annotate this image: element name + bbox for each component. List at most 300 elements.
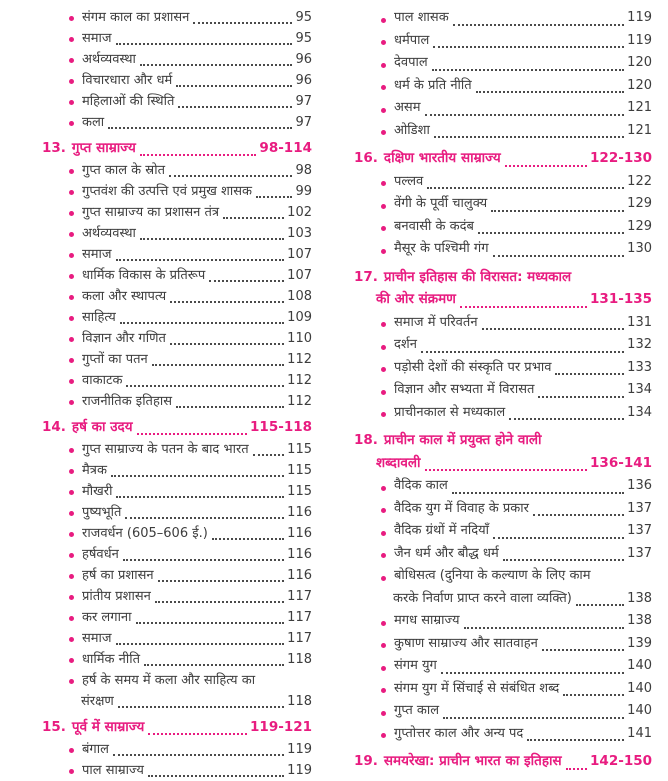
page-number: 118: [287, 652, 312, 667]
page-number: 119: [287, 742, 312, 757]
page-number: 117: [287, 631, 312, 646]
dot-leader: [116, 643, 285, 645]
toc-item-entry: [42, 49, 312, 70]
bullet-icon: [69, 574, 74, 579]
bullet-icon: [381, 486, 386, 491]
toc-item-entry: [354, 402, 652, 425]
page-number: 121: [627, 100, 652, 115]
bullet-icon: [381, 412, 386, 417]
toc-item-entry: [42, 607, 312, 628]
toc-item-entry: [354, 655, 652, 678]
toc-item-entry: [354, 120, 652, 143]
page-number: 142-150: [590, 753, 652, 769]
entry-label: पल्लव: [394, 173, 424, 189]
entry-label: प्राचीनकाल से मध्यकाल: [394, 404, 506, 420]
page-number: 140: [627, 703, 652, 718]
toc-item-entry: [42, 565, 312, 586]
dot-leader: [209, 280, 284, 282]
page-number: 131: [627, 314, 652, 330]
bullet-icon: [69, 400, 74, 405]
dot-leader: [478, 232, 624, 234]
toc-entry-line: [42, 760, 312, 781]
page-number: 97: [295, 115, 312, 130]
toc-item-entry: [42, 328, 312, 349]
page-number: 136-141: [590, 454, 652, 471]
entry-label: गुप्तवंश की उत्पत्ति एवं प्रमुख शासक: [82, 184, 252, 199]
bullet-icon: [69, 58, 74, 63]
bullet-icon: [69, 658, 74, 663]
page-number: 138: [627, 590, 652, 606]
page-number: 134: [627, 404, 652, 420]
toc-entry-line: [42, 565, 312, 586]
entry-label: संगम काल का प्रशासन: [82, 10, 190, 25]
section-number: 13.: [42, 140, 66, 156]
entry-label: दक्षिण भारतीय साम्राज्य: [383, 150, 501, 166]
dot-leader: [148, 733, 247, 735]
toc-entry-line: [42, 70, 312, 91]
toc-entry-line: [42, 439, 312, 460]
bullet-icon: [381, 63, 386, 68]
toc-item-entry: [354, 633, 652, 656]
bullet-icon: [381, 390, 386, 395]
page-number: 115: [287, 484, 312, 499]
page-number: 116: [287, 505, 312, 520]
bullet-icon: [69, 532, 74, 537]
dot-leader: [176, 406, 284, 408]
toc-section-entry: [354, 147, 652, 170]
bullet-icon: [381, 531, 386, 536]
dot-leader: [118, 706, 284, 708]
toc-column-right: [334, 5, 668, 775]
toc-entry-line: [42, 670, 312, 691]
entry-label: हर्षवर्धन: [82, 547, 119, 562]
dot-leader: [503, 559, 624, 561]
bullet-icon: [69, 637, 74, 642]
entry-label: धार्मिक विकास के प्रतिरूप: [82, 268, 206, 283]
bullet-icon: [381, 249, 386, 254]
dot-leader: [144, 664, 284, 666]
page-number: 97: [295, 94, 312, 109]
dot-leader: [433, 46, 624, 48]
dot-leader: [111, 475, 284, 477]
page-number: 108: [287, 289, 312, 304]
bullet-icon: [69, 121, 74, 126]
toc-entry-line: [42, 181, 312, 202]
toc-item-entry: [42, 307, 312, 328]
toc-entry-line: [42, 649, 312, 670]
entry-label: गुप्त काल: [394, 703, 440, 718]
dot-leader: [460, 306, 587, 308]
toc-item-entry: [42, 181, 312, 202]
entry-label: पुष्यभूति: [82, 505, 122, 520]
toc-item-entry: [42, 628, 312, 649]
page-number: 141: [627, 725, 652, 741]
dot-leader: [116, 496, 284, 498]
toc-item-entry: [354, 75, 652, 98]
toc-entry-line-continued: [42, 691, 312, 712]
dot-leader: [509, 418, 624, 420]
entry-label: गुप्त साम्राज्य का प्रशासन तंत्र: [82, 205, 220, 220]
entry-label: विज्ञान और सभ्यता में विरासत: [394, 382, 535, 397]
dot-leader: [432, 69, 624, 71]
entry-label: प्रांतीय प्रशासन: [82, 589, 151, 604]
page-number: 115: [287, 463, 312, 478]
toc-section-entry: [354, 750, 652, 773]
toc-section-entry: [42, 417, 312, 438]
entry-label: संगम युग: [394, 658, 437, 673]
dot-leader: [116, 43, 293, 45]
toc-entry-line: [42, 544, 312, 565]
toc-item-entry: [354, 334, 652, 357]
entry-label: हर्ष का उदय: [71, 419, 133, 435]
entry-label: राजवर्धन (605–606 ई.): [82, 526, 208, 541]
toc-entry-line: [354, 216, 652, 239]
dot-leader: [126, 385, 284, 387]
toc-item-entry: [354, 312, 652, 335]
dot-leader: [527, 739, 624, 741]
entry-label: समाज: [82, 247, 112, 262]
dot-leader: [116, 259, 285, 261]
bullet-icon: [381, 345, 386, 350]
toc-item-entry: [354, 7, 652, 30]
entry-label: गुप्तों का पतन: [82, 352, 148, 367]
dot-leader: [253, 454, 284, 456]
toc-entry-line: [354, 429, 652, 452]
entry-label-continued: की ओर संक्रमण: [376, 291, 456, 307]
entry-label: हर्ष के समय में कला और साहित्य का: [82, 673, 256, 688]
section-number: 16.: [354, 150, 378, 166]
page-number: 112: [287, 352, 312, 367]
page-number: 99: [295, 184, 312, 199]
toc-item-entry: [354, 52, 652, 75]
dot-leader: [421, 351, 624, 353]
toc-item-entry: [42, 244, 312, 265]
toc-entry-line: [42, 460, 312, 481]
toc-item-entry: [42, 523, 312, 544]
page-number: 137: [627, 545, 652, 561]
entry-label: हर्ष का प्रशासन: [82, 568, 154, 583]
entry-label: राजनीतिक इतिहास: [82, 394, 173, 409]
toc-entry-line: [354, 633, 652, 656]
dot-leader: [152, 364, 284, 366]
bullet-icon: [381, 688, 386, 693]
toc-entry-line: [354, 678, 652, 701]
page-number: 95: [295, 31, 312, 46]
toc-section-entry: [42, 138, 312, 159]
toc-item-entry: [42, 112, 312, 133]
toc-item-entry: [42, 544, 312, 565]
toc-item-entry: [42, 481, 312, 502]
dot-leader: [482, 328, 625, 330]
entry-label: पाल साम्राज्य: [82, 763, 144, 778]
page-number: 116: [287, 568, 312, 583]
toc-item-entry: [42, 28, 312, 49]
dot-leader: [158, 580, 285, 582]
page-number: 115: [287, 442, 312, 457]
section-number: 19.: [354, 753, 378, 769]
page-number: 95: [295, 10, 312, 25]
toc-item-entry: [42, 760, 312, 781]
dot-leader: [113, 754, 284, 756]
page-number: 136: [627, 478, 652, 493]
entry-label: बनवासी के कदंब: [394, 218, 474, 234]
bullet-icon: [381, 204, 386, 209]
bullet-icon: [69, 358, 74, 363]
bullet-icon: [69, 337, 74, 342]
entry-label-continued: करके निर्वाण प्राप्त करने वाला व्यक्ति): [393, 590, 572, 606]
dot-leader: [425, 469, 588, 471]
toc-item-entry: [354, 700, 652, 723]
toc-item-entry: [354, 475, 652, 498]
dot-leader: [425, 114, 625, 116]
dot-leader: [493, 537, 624, 539]
page-number: 112: [287, 394, 312, 409]
dot-leader: [148, 775, 284, 777]
toc-entry-line: [354, 402, 652, 425]
toc-column-left: [0, 5, 334, 778]
entry-label: पूर्व में साम्राज्य: [71, 719, 145, 735]
page-number: 119-121: [250, 719, 312, 735]
toc-item-entry: [354, 379, 652, 402]
dot-leader: [140, 64, 293, 66]
toc-entry-line: [354, 543, 652, 566]
entry-label: धर्मपाल: [394, 32, 430, 48]
page-number: 118: [287, 694, 312, 709]
entry-label: कर लगाना: [82, 610, 132, 625]
toc-item-entry: [42, 7, 312, 28]
toc-entry-line: [354, 171, 652, 194]
dot-leader: [140, 238, 284, 240]
toc-entry-line: [354, 238, 652, 261]
toc-entry-line: [354, 334, 652, 357]
toc-entry-line: [354, 193, 652, 216]
toc-entry-line: [42, 49, 312, 70]
page-number: 133: [627, 359, 652, 375]
dot-leader: [178, 106, 292, 108]
toc-item-entry: [42, 70, 312, 91]
entry-label: वैदिक ग्रंथों में नदियाँ: [394, 523, 490, 538]
toc-entry-line: [354, 266, 652, 289]
page-number: 98: [295, 163, 312, 178]
toc-entry-line: [354, 655, 652, 678]
dot-leader: [170, 301, 284, 303]
entry-label: समाज: [82, 31, 112, 46]
entry-label: अर्थव्यवस्था: [82, 226, 136, 241]
entry-label: देवपाल: [394, 55, 428, 70]
dot-leader: [170, 343, 284, 345]
section-number: 17.: [354, 268, 378, 285]
toc-entry-line: [354, 700, 652, 723]
page-number: 115-118: [250, 419, 312, 435]
entry-label-continued: शब्दावली: [376, 454, 421, 471]
page-number: 137: [627, 500, 652, 516]
bullet-icon: [381, 85, 386, 90]
entry-label: प्राचीन काल में प्रयुक्त होने वाली: [383, 432, 542, 448]
dot-leader: [125, 517, 284, 519]
entry-label: मैत्रक: [82, 463, 107, 478]
page-number: 119: [287, 763, 312, 778]
dot-leader: [155, 601, 284, 603]
dot-leader: [136, 622, 285, 624]
bullet-icon: [381, 181, 386, 186]
entry-label: मौखरी: [82, 484, 113, 499]
toc-entry-line: [42, 223, 312, 244]
dot-leader: [434, 136, 624, 138]
bullet-icon: [69, 490, 74, 495]
toc-entry-line: [354, 97, 652, 120]
dot-leader: [476, 91, 624, 93]
dot-leader: [223, 217, 284, 219]
dot-leader: [427, 187, 624, 189]
page-number: 137: [627, 523, 652, 538]
entry-label: वैदिक काल: [394, 478, 448, 493]
toc-entry-line: [42, 739, 312, 760]
toc-section-entry: [354, 266, 652, 311]
dot-leader: [453, 24, 624, 26]
toc-item-entry: [354, 97, 652, 120]
toc-item-entry: [354, 678, 652, 701]
toc-entry-line: [354, 120, 652, 143]
entry-label: संगम युग में सिंचाई से संबंधित शब्द: [394, 680, 560, 696]
entry-label: पाल शासक: [394, 10, 449, 25]
bullet-icon: [69, 511, 74, 516]
bullet-icon: [69, 616, 74, 621]
bullet-icon: [69, 448, 74, 453]
section-number: 18.: [354, 432, 378, 448]
entry-label: बोधिसत्व (दुनिया के कल्याण के लिए काम: [394, 568, 591, 583]
toc-entry-line: [354, 75, 652, 98]
bullet-icon: [381, 367, 386, 372]
bullet-icon: [381, 322, 386, 327]
entry-label: गुप्त साम्राज्य: [71, 140, 136, 156]
toc-item-entry: [354, 193, 652, 216]
toc-item-entry: [354, 498, 652, 521]
page-number: 110: [287, 331, 312, 346]
entry-label: साहित्य: [82, 310, 116, 325]
toc-entry-line-continued: [354, 588, 652, 611]
page-number: 117: [287, 610, 312, 625]
entry-label: धर्म के प्रति नीति: [394, 77, 472, 93]
toc-entry-line: [42, 265, 312, 286]
entry-label: समाज: [82, 631, 112, 646]
page-number: 116: [287, 547, 312, 562]
toc-entry-line: [42, 307, 312, 328]
page-number: 107: [287, 247, 312, 262]
bullet-icon: [381, 576, 386, 581]
bullet-icon: [381, 108, 386, 113]
toc-entry-line: [354, 565, 652, 588]
toc-entry-line: [42, 607, 312, 628]
toc-item-entry: [42, 739, 312, 760]
toc-entry-line: [42, 349, 312, 370]
page-number: 116: [287, 526, 312, 541]
bullet-icon: [381, 226, 386, 231]
toc-entry-line: [42, 586, 312, 607]
section-number: 14.: [42, 419, 66, 435]
dot-leader: [169, 175, 292, 177]
toc-item-entry: [42, 202, 312, 223]
page-number: 98-114: [259, 140, 312, 156]
toc-item-entry: [42, 502, 312, 523]
toc-entry-line: [42, 286, 312, 307]
page-number: 131-135: [590, 291, 652, 307]
page-number: 117: [287, 589, 312, 604]
toc-entry-line: [42, 112, 312, 133]
dot-leader: [563, 694, 624, 696]
toc-item-entry: [354, 723, 652, 746]
dot-leader: [493, 255, 625, 257]
toc-section-entry: [42, 717, 312, 738]
toc-item-entry: [354, 565, 652, 610]
toc-entry-line: [42, 523, 312, 544]
bullet-icon: [69, 748, 74, 753]
dot-leader: [120, 322, 284, 324]
toc-entry-line: [42, 481, 312, 502]
toc-entry-line: [354, 723, 652, 746]
toc-item-entry: [42, 160, 312, 181]
dot-leader: [491, 210, 624, 212]
dot-leader: [108, 127, 292, 129]
bullet-icon: [69, 316, 74, 321]
page-number: 138: [627, 613, 652, 628]
toc-entry-line: [42, 717, 312, 738]
page-number: 96: [295, 52, 312, 67]
section-number: 15.: [42, 719, 66, 735]
toc-item-entry: [42, 370, 312, 391]
bullet-icon: [69, 553, 74, 558]
page-number: 107: [287, 268, 312, 283]
entry-label: अर्थव्यवस्था: [82, 52, 136, 67]
bullet-icon: [381, 508, 386, 513]
bullet-icon: [381, 621, 386, 626]
bullet-icon: [69, 769, 74, 774]
page-number: 119: [627, 10, 652, 25]
toc-entry-line: [42, 391, 312, 412]
bullet-icon: [69, 274, 74, 279]
toc-entry-line: [354, 7, 652, 30]
page-number: 109: [287, 310, 312, 325]
page-number: 121: [627, 122, 652, 138]
dot-leader: [137, 433, 247, 435]
entry-label: धार्मिक नीति: [82, 652, 140, 667]
dot-leader: [505, 165, 587, 167]
dot-leader: [212, 538, 284, 540]
dot-leader: [576, 604, 624, 606]
entry-label: ओडिशा: [394, 122, 430, 138]
toc-item-entry: [42, 91, 312, 112]
bullet-icon: [381, 711, 386, 716]
bullet-icon: [69, 253, 74, 258]
bullet-icon: [381, 733, 386, 738]
toc-entry-line: [42, 91, 312, 112]
bullet-icon: [69, 100, 74, 105]
page-number: 130: [627, 241, 652, 256]
entry-label: जैन धर्म और बौद्ध धर्म: [394, 545, 499, 561]
toc-item-entry: [42, 286, 312, 307]
toc-entry-line: [354, 30, 652, 53]
toc-entry-line: [354, 610, 652, 633]
toc-item-entry: [354, 520, 652, 543]
toc-entry-line: [42, 202, 312, 223]
page-number: 122: [627, 173, 652, 189]
toc-item-entry: [354, 610, 652, 633]
entry-label: गुप्तोत्तर काल और अन्य पद: [394, 725, 524, 741]
toc-entry-line: [354, 379, 652, 402]
toc-item-entry: [42, 670, 312, 712]
toc-item-entry: [42, 586, 312, 607]
entry-label: समाज में परिवर्तन: [394, 314, 478, 330]
dot-leader: [441, 672, 624, 674]
